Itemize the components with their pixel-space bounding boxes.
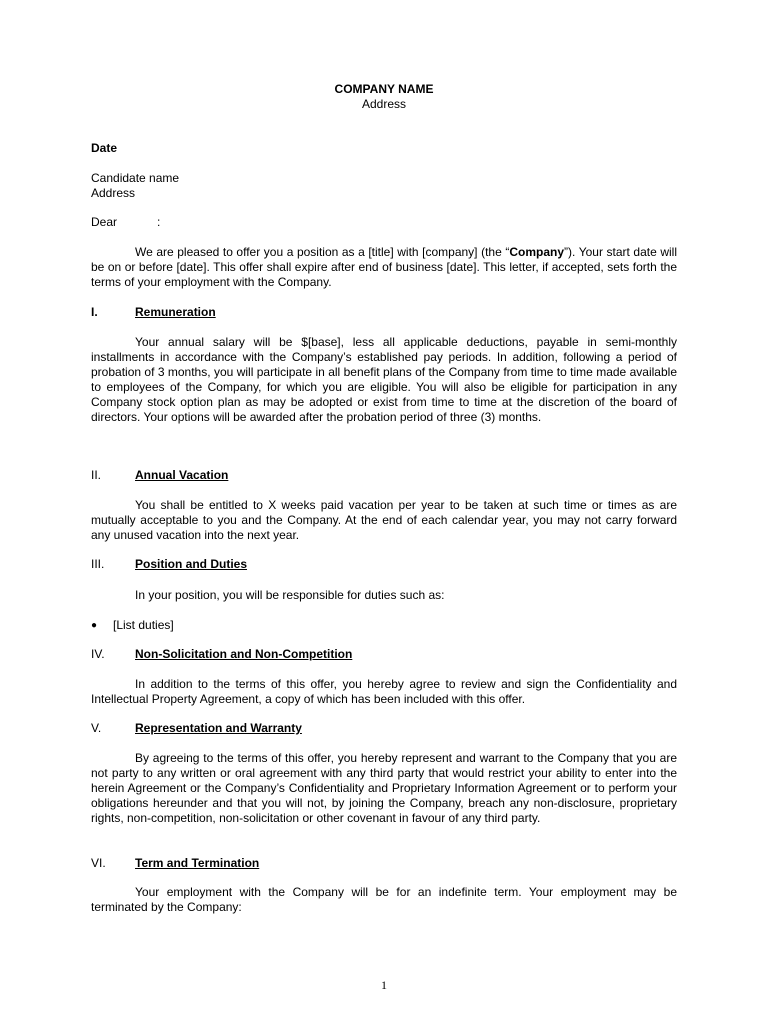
intro-text-part2: ”). Your start date will be on or before [date]. This offer shall expire after end of business [date]. This letter, if accepted, sets forth the terms of your employment with the Company. [91,245,677,289]
section-title: Non-Solicitation and Non-Competition [135,647,353,661]
company-name: COMPANY NAME [334,82,434,96]
section-text: Your annual salary will be $[base], less all applicable deductions, payable in semi-monthly installments in accordance with the Company’s established pay periods. In addition, following a period of probation of 3 months, you will participate in all benefit plans of the Company from time to time made available to employees of the Company, for which you are eligible. You will also be eligible for participation in any Company stock option plan as may be adopted or exist from time to time at the discretion of the board of directors. Your options will be awarded after the probation period of three (3) months. [91,335,677,424]
section-body-term-termination [91,885,677,915]
section-text: In your position, you will be responsible for duties such as: [135,588,445,602]
section-text: In addition to the terms of this offer, you hereby agree to review and sign the Confidentiality and Intellectual Property Agreement, a copy of which has been included with this offer. [91,677,677,706]
bullet-icon: ● [91,620,98,631]
section-text: Your employment with the Company will be for an indefinite term. Your employment may be terminated by the Company: [91,885,677,914]
section-number: II. [91,468,102,482]
section-body-non-solicitation [91,677,677,707]
section-number: IV. [91,647,105,661]
intro-company-term: Company [509,245,565,259]
page-number: 1 [381,978,387,992]
intro-text-part1: We are pleased to offer you a position as a [title] with [company] (the “ [135,245,510,259]
salutation-colon: : [157,215,161,229]
section-title: Remuneration [135,305,216,319]
candidate-block [91,171,677,201]
section-body-annual-vacation [91,498,677,543]
salutation-dear: Dear [91,215,118,229]
section-body-representation [91,751,677,826]
intro-paragraph [91,245,677,290]
date-label: Date [91,141,118,155]
section-body-remuneration [91,335,677,425]
section-number: I. [91,305,98,319]
section-title: Term and Termination [135,856,260,870]
section-body-position-duties [91,588,677,603]
bullet-text: [List duties] [113,618,174,632]
section-text: You shall be entitled to X weeks paid vacation per year to be taken at such time or times as are mutually acceptable to you and the Company. At the end of each calendar year, you may not carry forward any unused vacation into the next year. [91,498,677,542]
section-title: Annual Vacation [135,468,229,482]
company-address: Address [361,97,407,111]
candidate-name: Candidate name [91,171,180,185]
section-number: V. [91,721,102,735]
section-title: Position and Duties [135,557,248,571]
section-text: By agreeing to the terms of this offer, you hereby represent and warrant to the Company that you are not party to any written or oral agreement with any third party that would restrict your ability to enter into the herein Agreement or the Company’s Confidentiality and Proprietary Information Agreement or to perform your obligations hereunder and that you will not, by joining the Company, breach any non-disclosure, proprietary rights, non-competition, non-solicitation or other covenant in favour of any third party. [91,751,677,825]
section-title: Representation and Warranty [135,721,302,735]
candidate-address: Address [91,186,136,200]
salutation [91,215,677,230]
section-number: III. [91,557,105,571]
section-number: VI. [91,856,106,870]
